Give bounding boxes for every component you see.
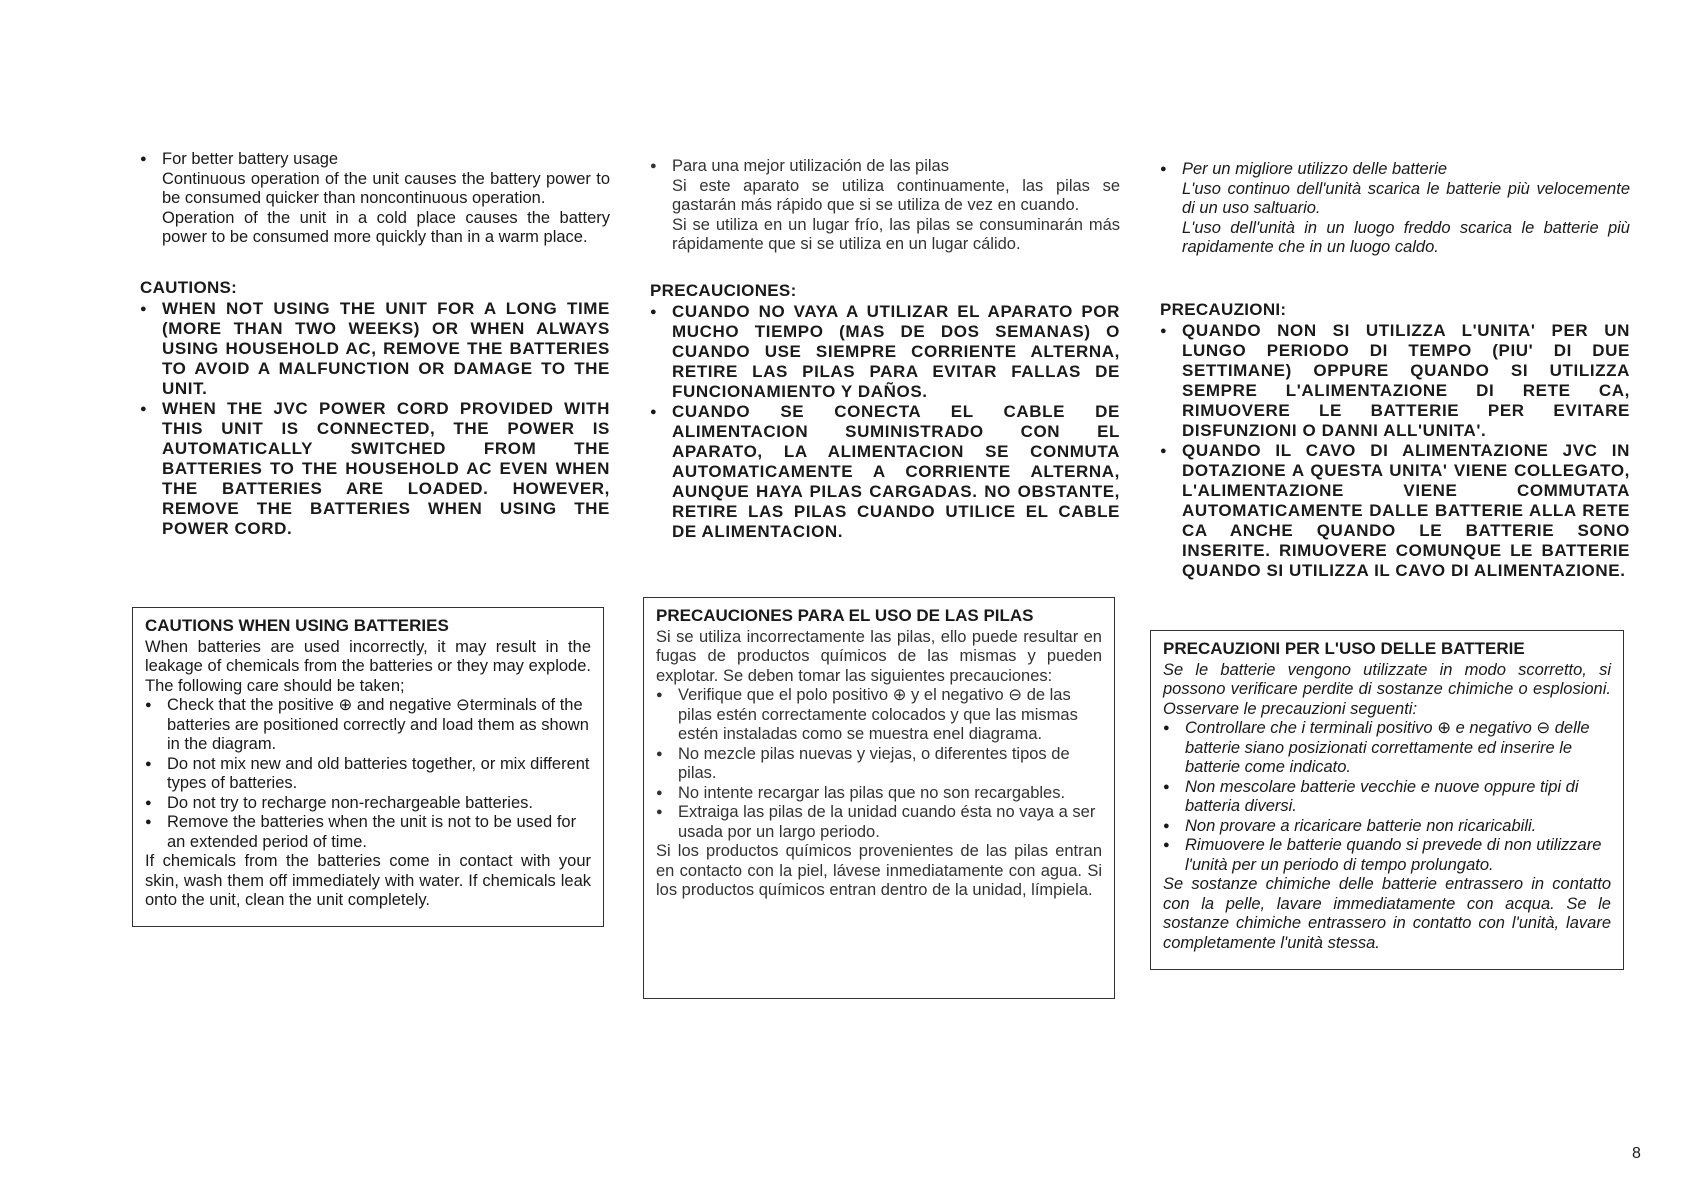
battery-usage-paragraph: Continuous operation of the unit causes the battery power to be consumed quicker than noncontinuous operation. [162,169,610,207]
caution-item: ● WHEN THE JVC POWER CORD PROVIDED WITH THIS UNIT IS CONNECTED, THE POWER IS AUTOMATICALLY SWITCHED FROM THE BATTERIES TO THE HOUSEHOLD AC EVEN WHEN THE BATTERIES ARE LOADED. HOWEVER, REMOVE THE BATTERIES WHEN USING THE POWER CORD. [140,399,610,539]
box-list-item: ● Verifique que el polo positivo ⊕ y el negativo ⊖ de las pilas estén correctamente colocados y que las mismas estén instaladas como se muestra enel diagrama. [656,686,1102,745]
battery-usage-paragraph: L'uso dell'unità in un luogo freddo scarica le batterie più rapidamente che in un luogo caldo. [1182,218,1630,256]
box-list-item: ● Rimuovere le batterie quando si prevede di non utilizzare l'unità per un periodo di tempo prolungato. [1163,836,1611,875]
battery-usage-title: ● For better battery usage [162,150,339,168]
box-list-item: ● No intente recargar las pilas que no son recargables. [656,784,1102,804]
box-list-item: ● Non mescolare batterie vecchie e nuove oppure tipi di batteria diversi. [1163,778,1611,817]
box-list-item: ● Extraiga las pilas de la unidad cuando ésta no vaya a ser usada por un largo periodo. [656,803,1102,842]
battery-usage-paragraph: Si se utiliza en un lugar frío, las pilas se consuminarán más rápidamente que si se utiliza en un lugar cálido. [672,215,1120,253]
box-list-item: ● Remove the batteries when the unit is not to be used for an extended period of time. [145,813,591,852]
box-outro: Si los productos químicos provenientes de las pilas entran en contacto con la piel, lávese inmediatamente con agua. Si los productos químicos entran dentro de la unidad, límpiela. [656,842,1102,899]
box-list-item: ● Controllare che i terminali positivo ⊕ e negativo ⊖ delle batterie siano posizionati correttamente ed inserire le batterie come indicato. [1163,719,1611,778]
english-column [140,150,610,539]
caution-item: ● QUANDO NON SI UTILIZZA L'UNITA' PER UN LUNGO PERIODO DI TEMPO (PIU' DI DUE SETTIMANE) OPPURE QUANDO SI UTILIZZA SEMPRE L'ALIMENTAZIONE DI RETE CA, RIMUOVERE LE BATTERIE PER EVITARE DISFUNZIONI O DANNI ALL'UNITA'. [1160,321,1630,441]
cautions-heading: PRECAUZIONI: [1160,299,1287,319]
battery-usage-title: ● Per un migliore utilizzo delle batterie [1182,160,1448,178]
battery-usage-paragraph: Si este aparato se utiliza continuamente, las pilas se gastarán más rápido que si se utiliza de vez en cuando. [672,176,1120,214]
box-intro: Si se utiliza incorrectamente las pilas, ello puede resultar en fugas de productos químicos de las mismas y pueden explotar. Se deben tomar las siguientes precauciones: [656,627,1102,685]
battery-usage-section [1160,160,1630,258]
box-list-item: ● Do not try to recharge non-rechargeable batteries. [145,794,591,814]
box-outro: If chemicals from the batteries come in contact with your skin, wash them off immediately with water. If chemicals leak onto the unit, clean the unit completely. [145,852,591,909]
caution-item: ● WHEN NOT USING THE UNIT FOR A LONG TIME (MORE THAN TWO WEEKS) OR WHEN ALWAYS USING HOUSEHOLD AC, REMOVE THE BATTERIES TO AVOID A MALFUNCTION OR DAMAGE TO THE UNIT. [140,299,610,399]
caution-item: ● QUANDO IL CAVO DI ALIMENTAZIONE JVC IN DOTAZIONE A QUESTA UNITA' VIENE COLLEGATO, L'ALIMENTAZIONE VIENE COMMUTATA AUTOMATICAMENTE DALLE BATTERIE ALLA RETE CA ANCHE QUANDO LE BATTERIE SONO INSERITE. RIMUOVERE COMUNQUE LE BATTERIE QUANDO SI UTILIZZA IL CAVO DI ALIMENTAZIONE. [1160,441,1630,581]
english-battery-caution-box [132,607,604,927]
box-heading: PRECAUCIONES PARA EL USO DE LAS PILAS [656,606,1034,625]
battery-usage-paragraph: L'uso continuo dell'unità scarica le batterie più velocemente di un uso saltuario. [1182,179,1630,217]
box-list-item: ● No mezcle pilas nuevas y viejas, o diferentes tipos de pilas. [656,745,1102,784]
box-outro: Se sostanze chimiche delle batterie entrassero in contatto con la pelle, lavare immediatamente con acqua. Se le sostanze chimiche entrassero in contatto con l'unità, lavare completamente l'unità stessa. [1163,875,1611,952]
caution-item: ● CUANDO SE CONECTA EL CABLE DE ALIMENTACION SUMINISTRADO CON EL APARATO, LA ALIMENTACION SE CONMUTA AUTOMATICAMENTE A CORRIENTE ALTERNA, AUNQUE HAYA PILAS CARGADAS. NO OBSTANTE, RETIRE LAS PILAS CUANDO UTILICE EL CABLE DE ALIMENTACION. [650,402,1120,542]
battery-usage-paragraph: Operation of the unit in a cold place causes the battery power to be consumed more quickly than in a warm place. [162,208,610,246]
battery-usage-title: ● Para una mejor utilización de las pilas [672,157,949,175]
box-heading: PRECAUZIONI PER L'USO DELLE BATTERIE [1163,639,1525,658]
box-heading: CAUTIONS WHEN USING BATTERIES [145,616,449,635]
box-intro: When batteries are used incorrectly, it may result in the leakage of chemicals from the batteries or they may explode. The following care should be taken; [145,637,591,695]
italian-column [1160,160,1630,581]
spanish-battery-caution-box [643,597,1115,999]
box-list-item: ● Do not mix new and old batteries together, or mix different types of batteries. [145,755,591,794]
cautions-heading: CAUTIONS: [140,277,238,297]
box-list-item: ● Check that the positive ⊕ and negative ⊖terminals of the batteries are positioned correctly and load them as shown in the diagram. [145,696,591,755]
box-intro: Se le batterie vengono utilizzate in modo scorretto, si possono verificare perdite di sostanze chimiche o esplosioni. Osservare le precauzioni seguenti: [1163,660,1611,718]
caution-item: ● CUANDO NO VAYA A UTILIZAR EL APARATO POR MUCHO TIEMPO (MAS DE DOS SEMANAS) O CUANDO USE SIEMPRE CORRIENTE ALTERNA, RETIRE LAS PILAS PARA EVITAR FALLAS DE FUNCIONAMIENTO Y DAÑOS. [650,302,1120,402]
cautions-heading: PRECAUCIONES: [650,280,797,300]
page-number: 8 [1632,1145,1641,1162]
battery-usage-section [140,150,610,248]
battery-usage-section [650,157,1120,255]
italian-battery-caution-box [1150,630,1624,970]
box-list-item: ● Non provare a ricaricare batterie non ricaricabili. [1163,817,1611,837]
spanish-column [650,157,1120,542]
